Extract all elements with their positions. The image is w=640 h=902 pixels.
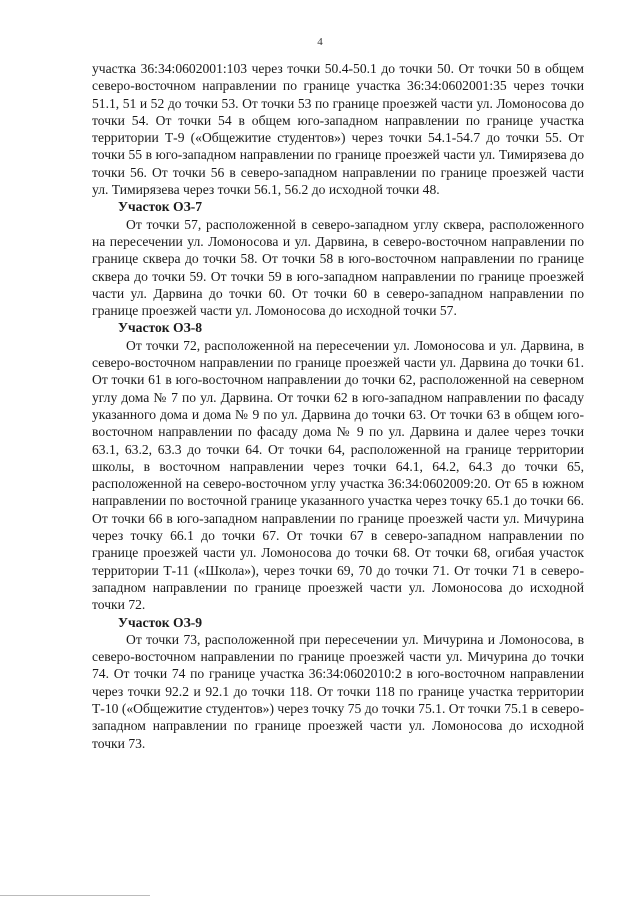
footer-rule — [0, 895, 150, 896]
section-heading-oz7: Участок ОЗ-7 — [118, 199, 203, 215]
page-number: 4 — [317, 36, 323, 48]
section-text-oz9: От точки 73, расположенной при пересечении ул. Мичурина и Ломоносова, в северо-восточном направлении по границе проезжей части ул. Мичурина до точки 74. От точки 74 по границе участка 36:34:0602010:2 в юго-восточном направлении через точки 92.2 и 92.1 до точки 118. От точки 118 по границе участка территории Т-10 («Общежитие студентов») через точку 75 до точки 75.1. От точки 75.1 в северо-западном направлении по границе проезжей части ул. Ломоносова до исходной точки 73. — [92, 631, 584, 751]
section-heading-oz8: Участок ОЗ-8 — [118, 320, 203, 336]
section-heading-oz9: Участок ОЗ-9 — [118, 614, 203, 630]
section-text-oz7: От точки 57, расположенной в северо-западном углу сквера, расположенного на пересечении ул. Ломоносова и ул. Дарвина, в северо-восточном направлении по границе сквера до точки 58. От точки 58 в юго-восточном направлении по границе сквера до точки 59. От точки 59 в юго-западном направлении по границе проезжей части ул. Дарвина до точки 60. От точки 60 в северо-западном направлении по границе проезжей части ул. Ломоносова до исходной точки 57. — [92, 216, 584, 319]
section-text-oz8: От точки 72, расположенной на пересечении ул. Ломоносова и ул. Дарвина, в северо-восточном направлении по границе проезжей части ул. Дарвина до точки 61. От точки 61 в юго-восточном направлении до точки 62, расположенной на северном углу дома № 7 по ул. Дарвина. От точки 62 в юго-западном направлении по фасаду указанного дома и дома № 9 по ул. Дарвина до точки 63. От точки 63 в общем юго-восточном направлении по фасаду дома № 9 по ул. Дарвина и далее через точки 63.1, 63.2, 63.3 до точки 64. От точки 64, расположенной на границе территории школы, в восточном направлении через точки 64.1, 64.2, 64.3 до точки 65, расположенной на северо-восточном углу участка 36:34:0602009:20. От 65 в южном направлении по восточной границе указанного участка через точку 65.1 до точки 66. От точки 66 в юго-западном направлении по границе проезжей части ул. Мичурина через точку 66.1 до точки 67. От точки 67 в северо-западном направлении по границе проезжей части ул. Ломоносова до точки 68. От точки 68, огибая участок территории Т-11 («Школа»), через точки 69, 70 до точки 71. От точки 71 в северо-западном направлении по границе проезжей части ул. Ломоносова до исходной точки 72. — [92, 337, 584, 613]
intro-paragraph: участка 36:34:0602001:103 через точки 50.4-50.1 до точки 50. От точки 50 в общем северо-восточном направлении по границе участка 36:34:0602001:35 через точки 51.1, 51 и 52 до точки 53. От точки 53 по границе проезжей части ул. Ломоносова до точки 54. От точки 54 в общем юго-западном направлении по границе участка территории Т-9 («Общежитие студентов») через точки 54.1-54.7 до точки 55. От точки 55 в юго-западном направлении по границе проезжей части ул. Тимирязева до точки 56. От точки 56 в северо-западном направлении по границе проезжей части ул. Тимирязева через точки 56.1, 56.2 до исходной точки 48. — [92, 61, 584, 198]
document-body — [92, 60, 584, 752]
